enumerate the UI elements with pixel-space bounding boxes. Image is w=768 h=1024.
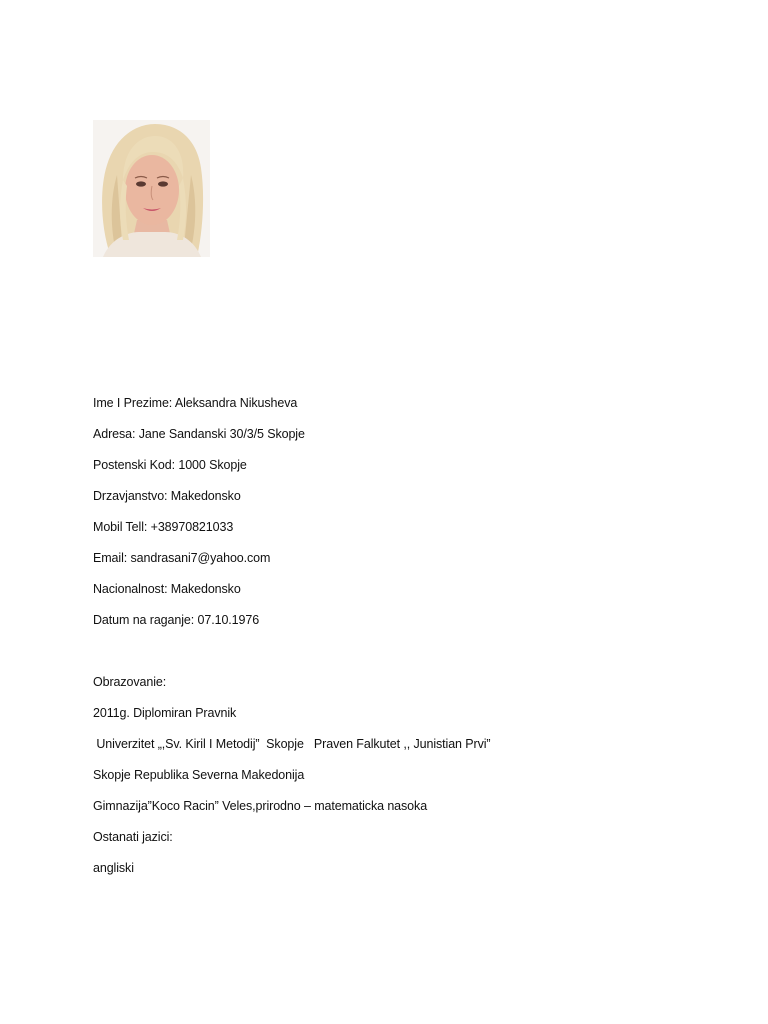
birthdate-line: Datum na raganje: 07.10.1976 xyxy=(93,613,260,627)
nationality-line: Nacionalnost: Makedonsko xyxy=(93,582,241,596)
profile-photo-illustration xyxy=(93,120,210,257)
email-line: Email: sandrasani7@yahoo.com xyxy=(93,551,271,565)
mobile-line: Mobil Tell: +38970821033 xyxy=(93,520,234,534)
languages-heading: Ostanati jazici: xyxy=(93,830,173,844)
degree-line: 2011g. Diplomiran Pravnik xyxy=(93,706,237,720)
university-location-line: Skopje Republika Severna Makedonija xyxy=(93,768,305,782)
education-heading: Obrazovanie: xyxy=(93,675,167,689)
profile-photo xyxy=(93,120,210,257)
language-item: angliski xyxy=(93,861,134,875)
high-school-line: Gimnazija”Koco Racin” Veles,prirodno – matematicka nasoka xyxy=(93,799,428,813)
citizenship-line: Drzavjanstvo: Makedonsko xyxy=(93,489,241,503)
university-line: Univerzitet „,Sv. Kiril I Metodij” Skopje Praven Falkutet ,, Junistian Prvi” xyxy=(93,737,491,751)
address-line: Adresa: Jane Sandanski 30/3/5 Skopje xyxy=(93,427,305,441)
name-line: Ime I Prezime: Aleksandra Nikusheva xyxy=(93,396,298,410)
postal-code-line: Postenski Kod: 1000 Skopje xyxy=(93,458,247,472)
